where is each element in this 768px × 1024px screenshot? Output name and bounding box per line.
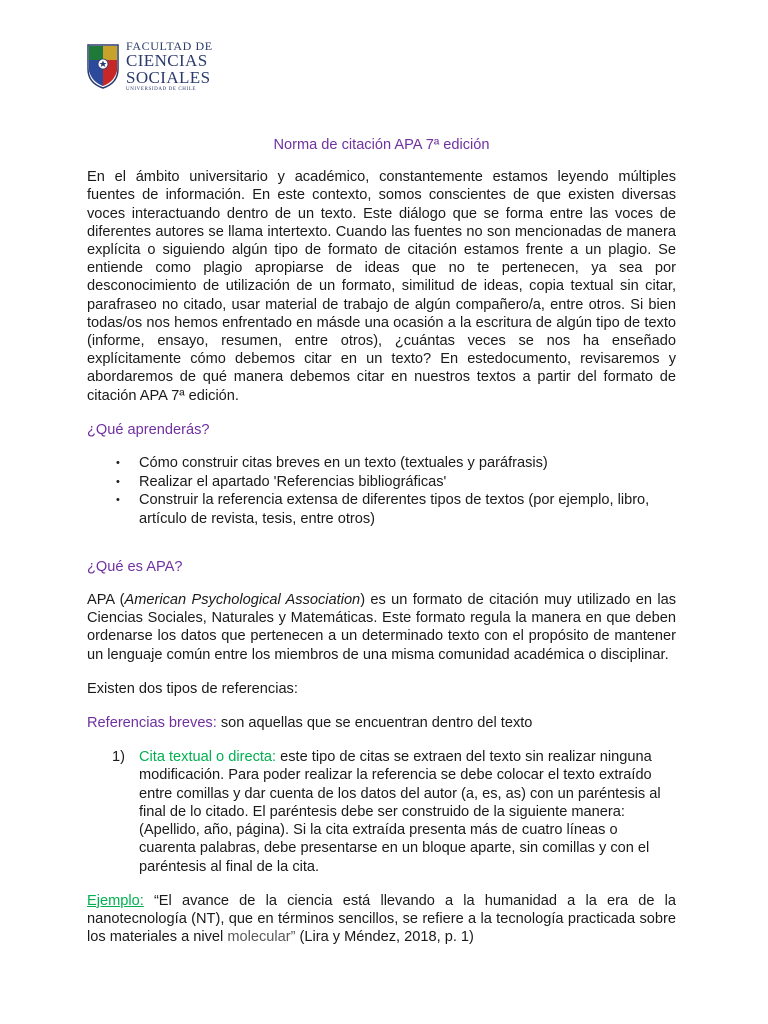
apa-full-name: American Psychological Association <box>124 592 361 609</box>
learn-item: • Construir la referencia extensa de diferentes tipos de textos (por ejemplo, libro, artículo de revista, tesis, entre otros) <box>87 491 676 527</box>
learn-item: • Realizar el apartado 'Referencias bibliográficas' <box>87 473 676 491</box>
example-quote-end: molecular” <box>227 929 296 946</box>
logo-line-4: UNIVERSIDAD DE CHILE <box>126 87 197 92</box>
faculty-logo <box>86 40 226 92</box>
example-label: Ejemplo: <box>87 892 144 909</box>
example-paragraph <box>87 892 676 947</box>
learn-item: • Cómo construir citas breves en un texto (textuales y paráfrasis) <box>87 454 676 472</box>
example-reference: (Lira y Méndez, 2018, p. 1) <box>295 929 474 946</box>
breves-paragraph <box>87 714 676 732</box>
learn-heading: ¿Qué aprenderás? <box>87 421 210 438</box>
document-title: Norma de citación APA 7ª edición <box>273 137 490 153</box>
cita-item <box>87 748 676 875</box>
crest-icon <box>86 43 120 89</box>
logo-line-1: FACULTAD DE <box>126 39 213 53</box>
logo-line-2: CIENCIAS <box>126 51 208 70</box>
apa-text-end: ) es un formato de citación muy utilizado en las Ciencias Sociales, Naturales y Matemáticas. Este formato regula la manera en que deben ordenarse los datos que pertenecen a un determinado texto con el propósito de mantener un lenguaje común entre los miembros de una misma comunidad académica o disciplinar. <box>87 592 676 663</box>
breves-text: son aquellas que se encuentran dentro del texto <box>216 715 533 732</box>
intro-paragraph: En el ámbito universitario y académico, constantemente estamos leyendo múltiples fuentes de información. En este contexto, somos conscientes de que existen diversas voces interactuando dentro de un texto. Este diálogo que se forma entre las voces de diferentes autores se llama intertexto. Cuando las fuentes no son mencionadas de manera explícita o siguiendo algún tipo de formato de citación estamos frente a un plagio. Se entiende como plagio apropiarse de ideas que no te pertenecen, ya sea por desconocimiento de utilización de un formato, similitud de ideas, copia textual sin citar, parafraseo no citado, usar material de trabajo de algún compañero/a, entre otros. Si bien todas/os nos hemos enfrentado en másde una ocasión a la escritura de algún tipo de texto (informe, ensayo, resumen, entre otros), ¿cuántas veces se nos ha enseñado explícitamente cómo debemos citar en un texto? En estedocumento, revisaremos y abordaremos de qué manera debemos citar en nuestros textos a partir del formato de citación APA 7ª edición. <box>87 169 676 404</box>
apa-heading: ¿Qué es APA? <box>87 558 183 575</box>
document-body <box>87 136 676 946</box>
apa-text-start: APA ( <box>87 592 125 609</box>
logo-line-3: SOCIALES <box>126 68 211 87</box>
learn-list <box>87 454 676 528</box>
cita-text: este tipo de citas se extraen del texto sin realizar ninguna modificación. Para poder realizar la referencia se debe colocar el texto extraído entre comillas y dar cuenta de los datos del autor (a, es, as) con un paréntesis al final de lo citado. El paréntesis debe ser construido de la siguiente manera: (Apellido, año, página). Si la cita extraída presenta más de cuatro líneas o cuarenta palabras, debe presentarse en un bloque aparte, sin comillas y con el paréntesis al final de la cita. <box>139 749 661 875</box>
logo-wordmark <box>126 40 213 92</box>
apa-paragraph <box>87 591 676 664</box>
types-paragraph: Existen dos tipos de referencias: <box>87 680 298 697</box>
cita-label: Cita textual o directa: <box>139 749 277 766</box>
breves-label: Referencias breves: <box>87 715 217 732</box>
cita-list <box>87 748 676 875</box>
example-quote: “El avance de la ciencia está llevando a la humanidad a la era de la nanotecnología (NT), que en términos sencillos, se refiere a la tecnología practicada sobre los materiales a nivel <box>87 892 676 946</box>
cita-number: 1) <box>112 749 125 766</box>
